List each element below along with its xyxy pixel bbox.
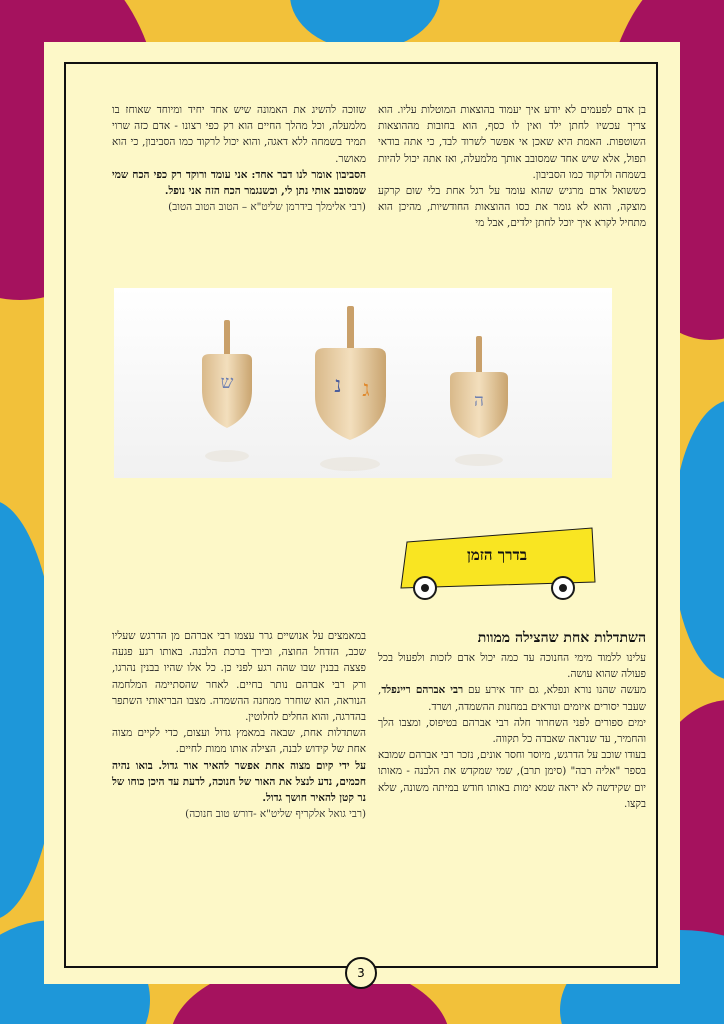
article2-paragraph-4: בעודו שוכב על הדרגש, מיוסר וחסר אונים, נזכר רבי אברהם שמובא בספר "אליה רבה" (סימן תרב), שמי שמקדש את הלבנה - מאותו יום שקידשה לא יראה שמא ימות באותו חודש במיתה משונה, שלא בקצו. — [378, 749, 646, 810]
article2-paragraph-5: במאמצים על אנושיים גרר עצמו רבי אברהם מן הדרגש שעליו שכב, הזדחל החוצה, ובירך ברכת הלבנה. באותו רגע פגעה פצצה בבנין שבו שהה רגע לפני כן. כל אלו שהיו בבנין נהרגו, ורק רבי אברהם נותר בחיים. לאחר שהסתיימה המלחמה הנוראה, הוא שוחרר ממחנה ההשמדה. מצבו הבריאותי השתפר בהדרגה, והוא החלים לחלוטין. — [112, 630, 366, 724]
article1-paragraph-2: כששואל אדם מרגיש שהוא עומד על רגל אחת בלי שום קרקע מוצקה, והוא לא גומר את כסו ההוצאות החודשיות, מהיכן הוא מתחיל לקרא איך יוכל לחתן ילדים, אבל מי — [378, 185, 646, 230]
article2-right-column — [378, 628, 646, 812]
article2-paragraph-3: ימים ספורים לפני השחרור חלה רבי אברהם בטיפוס, ומצבו הלך והחמיר, עד שנראה שאבדה כל תקווה. — [378, 716, 646, 746]
article1-credit: (רבי אלימלך בידרמן שליט"א – הטוב הטוב הטוב) — [168, 201, 366, 214]
section-banner-label: בדרך הזמן — [467, 546, 527, 564]
story-lead: מעשה שהנו נורא ונפלא, גם יחד אירע עם — [463, 684, 646, 697]
svg-text:ש: ש — [220, 372, 234, 393]
article2-story-paragraph — [378, 682, 646, 714]
svg-text:נ: נ — [334, 373, 342, 398]
page-number: 3 — [345, 957, 377, 989]
rabbi-name: רבי אברהם ריינפלד — [381, 684, 464, 697]
article2-intro: עלינו ללמוד מימי החנוכה עד כמה יכול אדם לזכות ולפעול בכל פעולה שהוא עושה. — [378, 652, 646, 681]
article1-paragraph-1: בן אדם לפעמים לא יודע איך יעמוד בהוצאות המוטלות עליו. הוא צריך עכשיו לחתן ילד ואין לו כסף, הוא בחובות מההוצאות השוטפות. האמת היא שאכן אי אפשר לשרוד לבד, כי אתה בודאי תפול, אלא שיש אחד שמסובב אותך מלמעלה, ואז אתה יכול להיות בשמחה ולרקוד כמו הסביבון. — [378, 104, 646, 181]
dreidels-illustration — [114, 288, 612, 478]
article2-title: השתדלות אחת שהצילה ממוות — [477, 630, 646, 646]
article2-paragraph-6: השתדלות אחת, שבאה במאמץ גדול ועצום, כדי לקיים מצוה אחת של קידוש לבנה, הצילה אותו ממות לחיים. — [112, 727, 366, 756]
article1-left-column — [112, 102, 366, 215]
svg-text:ה: ה — [474, 391, 484, 411]
article1-paragraph-3: שזוכה להשיג את האמונה שיש אחד יחיד ומיוחד שאוחז בו מלמעלה, וכל מהלך החיים הוא רק כפי רצונו - אדם כזה שרוי תמיד בשמחה ללא דאגה, והוא יכול לרקוד כמו הסביבון, כי הוא מאושר. — [112, 104, 366, 165]
story-rest: , שעבר יסורים איומים ונוראים במחנות ההשמדה, ושרד. — [378, 684, 646, 713]
article1-right-column — [378, 102, 646, 232]
dreidels-photo — [114, 288, 612, 478]
section-banner — [397, 522, 602, 604]
article2-credit: (רבי גואל אלקריף שליט"א -דורש טוב חנוכה) — [185, 808, 366, 821]
svg-text:ג: ג — [362, 377, 370, 402]
article2-bold-quote: על ידי קיום מצוה אחת אפשר להאיר אור גדול. בואו נהיה חכמים, נדע לנצל את האור של חנוכה, לדעת עד היכן כוחו של נר קטן להאיר חושך גדול. — [112, 759, 366, 805]
article1-bold-quote: הסביבון אומר לנו דבר אחד: אני עומד ורוקד רק כפי הכח שמי שמסובב אותי נתן לי, וכשנגמר הכח הזה אני נופל. — [112, 168, 366, 198]
article2-left-column — [112, 628, 366, 822]
